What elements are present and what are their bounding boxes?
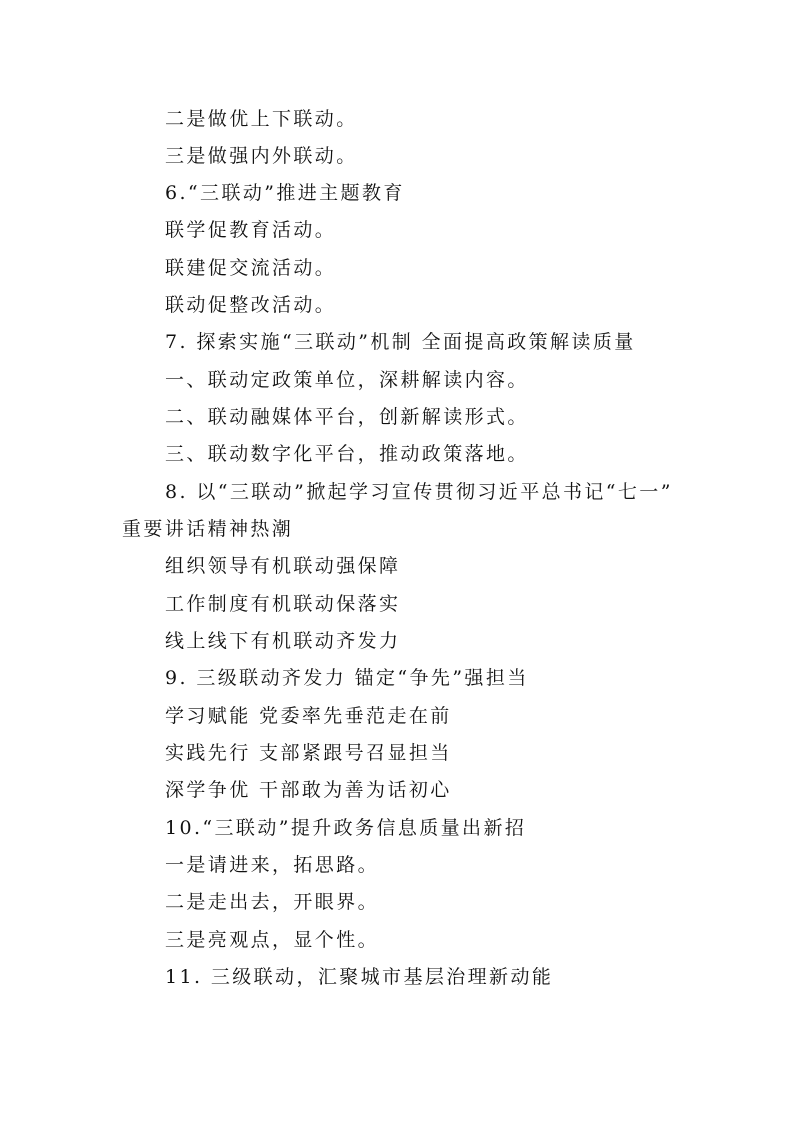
section-heading: 7. 探索实施“三联动”机制 全面提高政策解读质量: [165, 331, 636, 353]
text-line: 深学争优 干部敢为善为话初心: [165, 779, 452, 801]
text-line: 三是亮观点，显个性。: [165, 929, 380, 951]
text-line: 组织领导有机联动强保障: [165, 555, 401, 577]
text-line: 学习赋能 党委率先垂范走在前: [165, 705, 452, 727]
text-line: 一、联动定政策单位，深耕解读内容。: [165, 369, 529, 391]
section-heading-continuation: 重要讲话精神热潮: [122, 518, 294, 540]
text-line: 二是做优上下联动。: [165, 108, 358, 130]
section-heading: 9. 三级联动齐发力 锚定“争先”强担当: [165, 667, 529, 689]
text-line: 联学促教育活动。: [165, 219, 337, 241]
text-line: 一是请进来，拓思路。: [165, 854, 380, 876]
section-heading: 10.“三联动”提升政务信息质量出新招: [165, 817, 527, 839]
text-line: 联建促交流活动。: [165, 257, 337, 279]
text-line: 实践先行 支部紧跟号召显担当: [165, 742, 452, 764]
section-heading: 11. 三级联动，汇聚城市基层治理新动能: [165, 966, 554, 988]
text-line: 工作制度有机联动保落实: [165, 593, 401, 615]
section-heading: 6.“三联动”推进主题教育: [165, 182, 405, 204]
text-line: 二是走出去，开眼界。: [165, 891, 380, 913]
text-line: 线上线下有机联动齐发力: [165, 630, 401, 652]
text-line: 联动促整改活动。: [165, 294, 337, 316]
text-line: 二、联动融媒体平台，创新解读形式。: [165, 406, 529, 428]
section-heading: 8. 以“三联动”掀起学习宣传贯彻习近平总书记“七一”: [165, 481, 673, 503]
text-line: 三、联动数字化平台，推动政策落地。: [165, 443, 529, 465]
text-line: 三是做强内外联动。: [165, 145, 358, 167]
